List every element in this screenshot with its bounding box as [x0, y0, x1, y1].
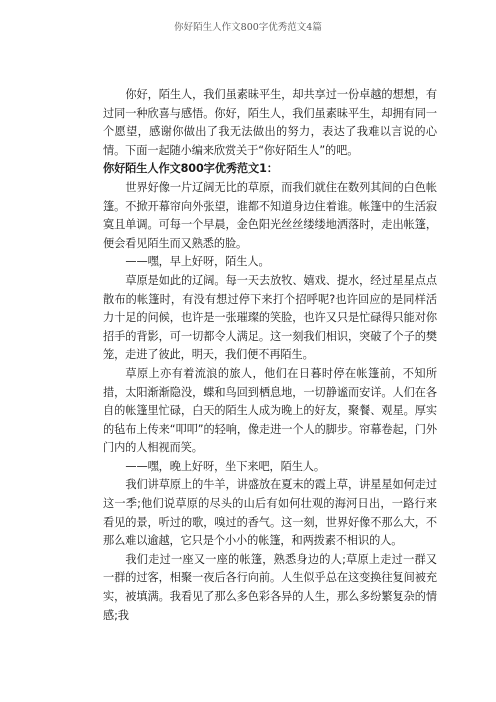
body-paragraph: 我们走过一座又一座的帐篷，熟悉身边的人;草原上走过一群又一群的过客，相聚一夜后各行向前。人生似乎总在这变换往复间被充实，被填满。我看见了那么多色彩各异的人生，那么多纷繁复杂的情感;我: [103, 552, 437, 622]
section-heading: 你好陌生人作文800字优秀范文1：: [103, 162, 278, 176]
greeting-line: ——嘿，早上好呀，陌生人。: [125, 255, 270, 269]
greeting-line: ——嘿，晚上好呀，坐下来吧，陌生人。: [125, 459, 325, 473]
body-paragraph: 草原上亦有着流浪的旅人，他们在日暮时停在帐篷前，不知所措，太阳渐渐隐没，蝶和鸟回到栖息地，一切静谧而安详。人们在各自的帐篷里忙碌，白天的陌生人成为晚上的好友，聚餐、观星。厚实的毡布上传来“叩叩”的轻响，像走进一个人的脚步。帘幕卷起，门外门内的人相视而笑。: [103, 366, 437, 455]
document-header-title: 你好陌生人作文800字优秀范文4篇: [174, 22, 322, 33]
article-body: [103, 86, 437, 625]
intro-paragraph: 你好，陌生人，我们虽素昧平生，却共享过一份卓越的想想，有过同一种欣喜与感悟。你好，陌生人，我们虽素昧平生，却拥有同一个愿望，感谢你做出了我无法做出的努力，表达了我难以言说的心情。下面一起随小编来欣赏关于“你好陌生人”的吧。: [103, 88, 437, 157]
body-paragraph: 世界好像一片辽阔无比的草原，而我们就住在数列其间的白色帐篷。不掀开幕帘向外张望，谁都不知道身边住着谁。帐篷中的生活寂寞且单调。可每一个早晨，金色阳光丝丝缕缕地洒落时，走出帐篷，便会看见陌生而又熟悉的脸。: [103, 180, 437, 250]
body-paragraph: 草原是如此的辽阔。每一天去放牧、嬉戏、提水，经过星星点点散布的帐篷时，有没有想过停下来打个招呼呢?也许回应的是同样活力十足的问候，也许是一张璀璨的笑脸，也许又只是忙碌得只能对你招手的背影，可一切都令人满足。这一刻我们相识，突破了个子的樊笼，走进了彼此，明天，我们便不再陌生。: [103, 273, 437, 362]
body-paragraph: 我们讲草原上的牛羊，讲盛放在夏末的霞上草，讲星星如何走过这一季;他们说草原的尽头的山后有如何壮观的海河日出，一路行来看见的景，听过的歌，嗅过的香气。这一刻，世界好像不那么大，不那么难以逾越，它只是个小小的帐篷，和两拨素不相识的人。: [103, 478, 437, 548]
